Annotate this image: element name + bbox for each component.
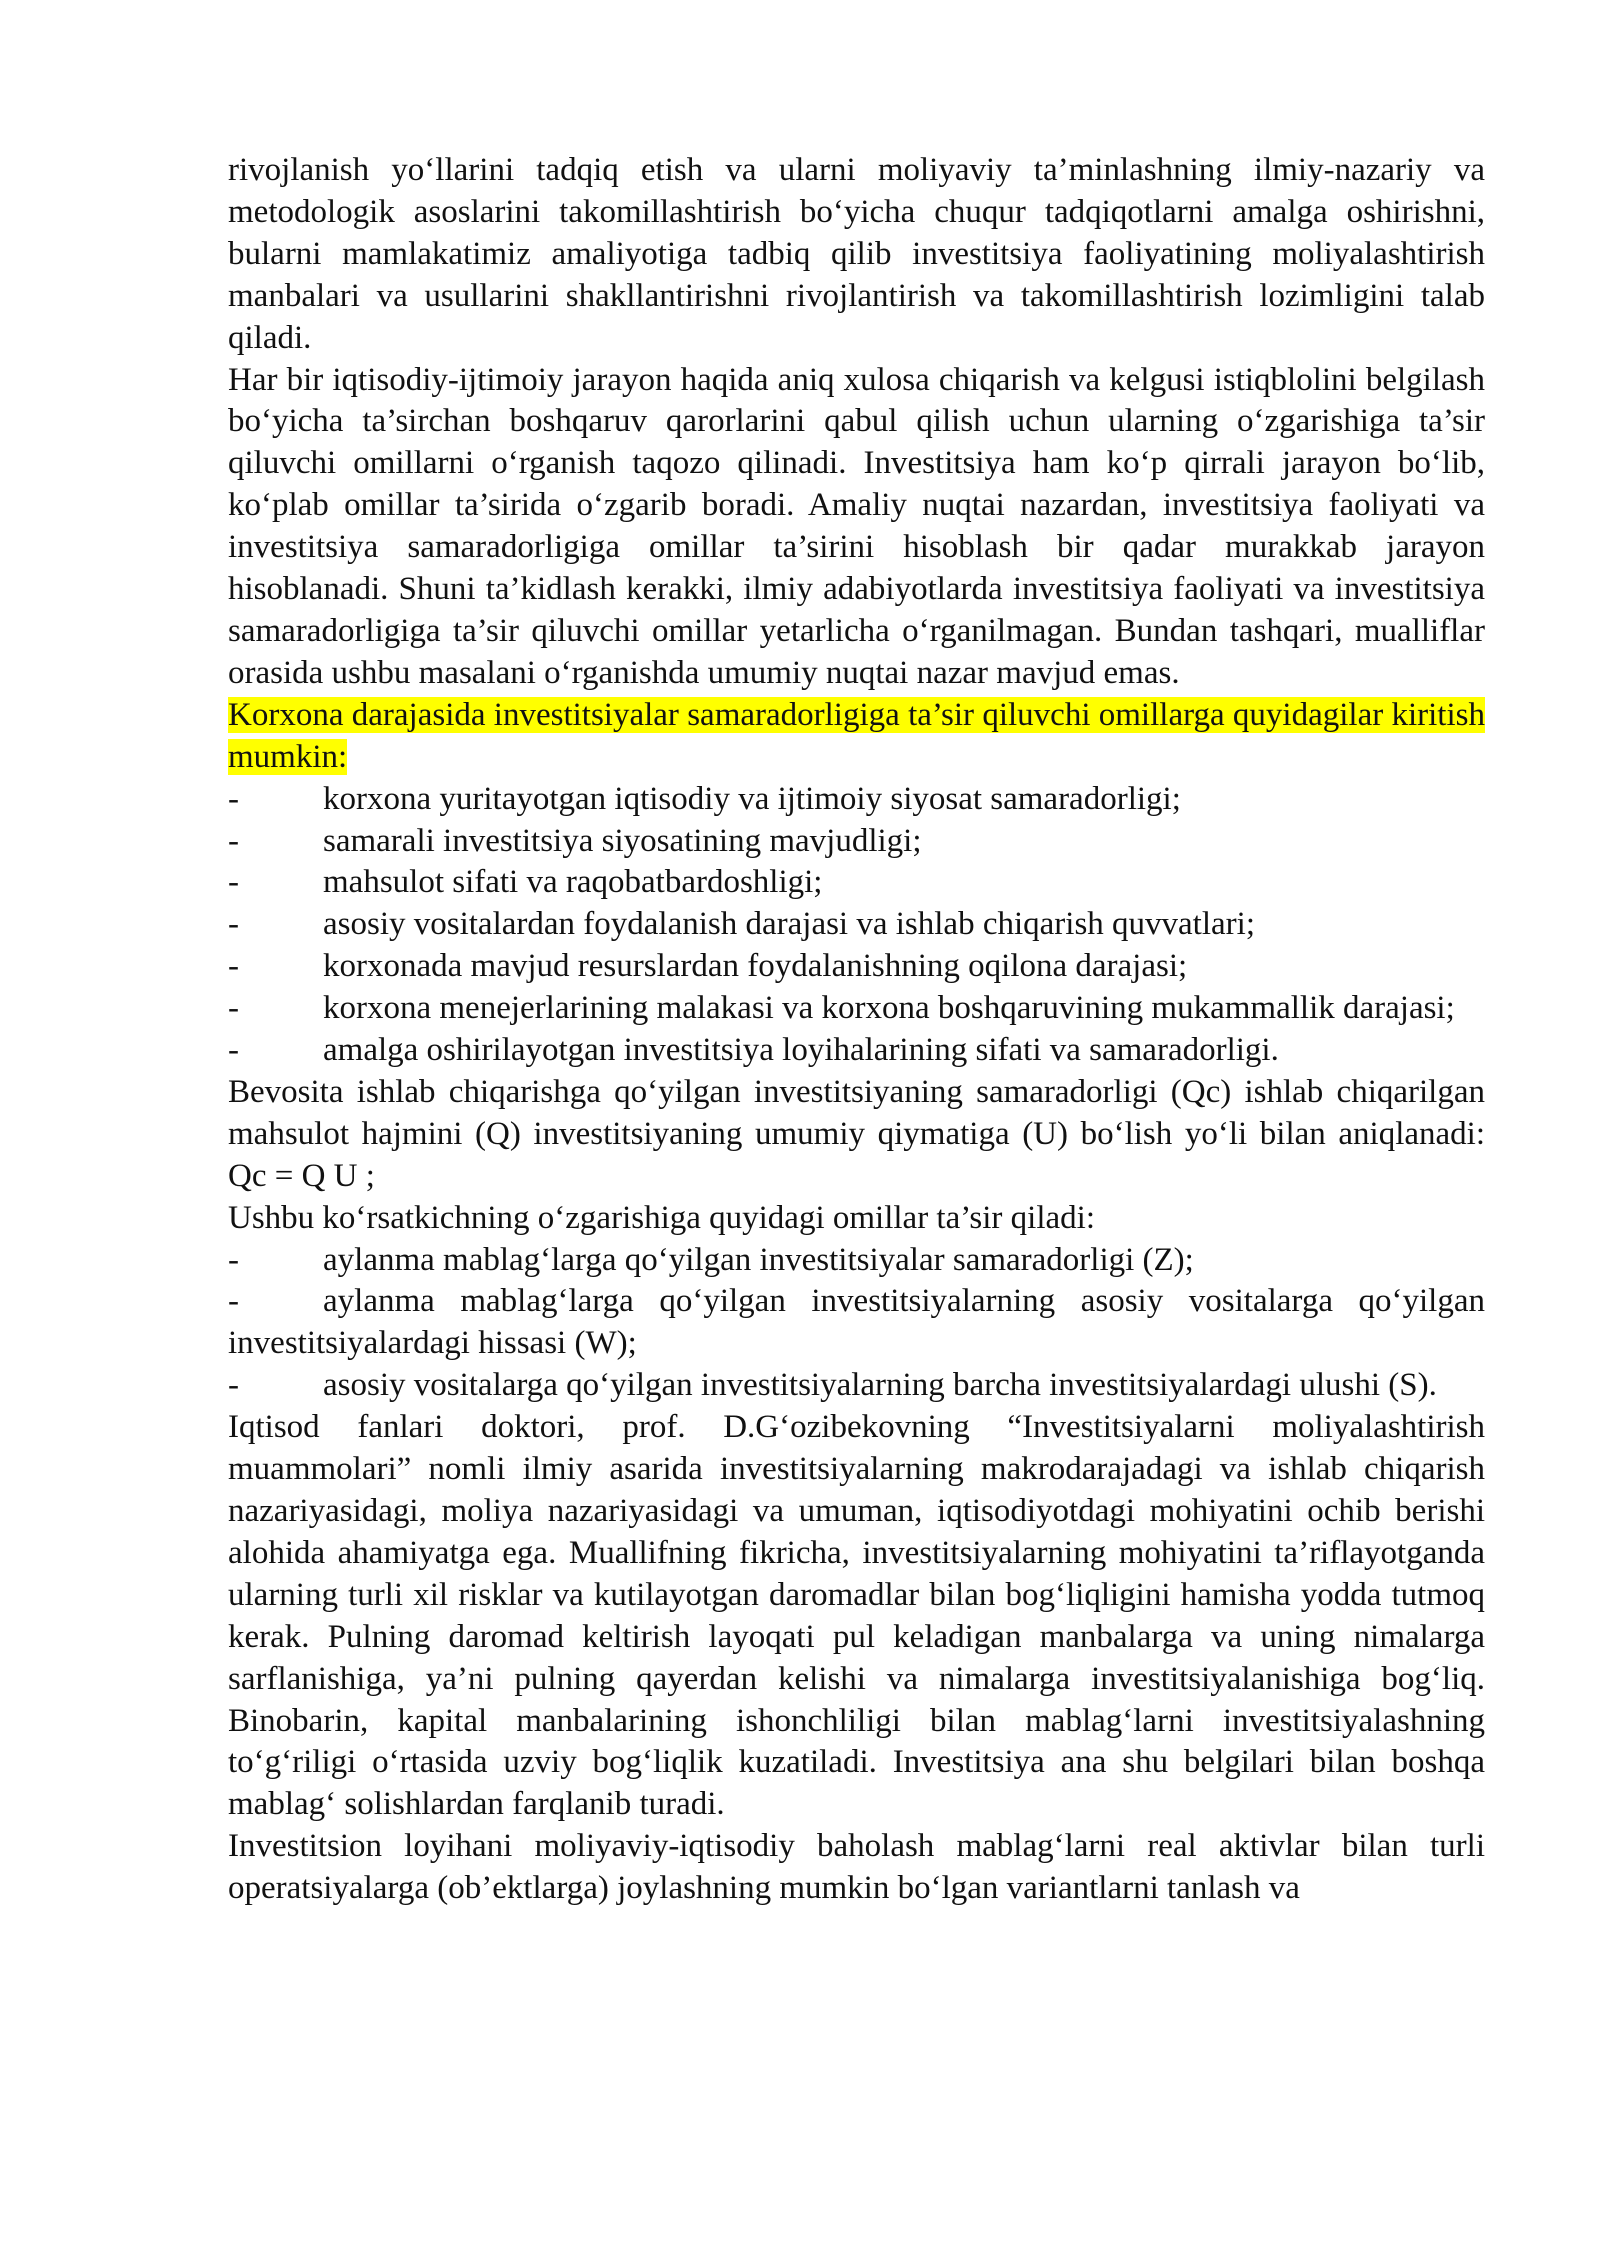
- list-item-text: mahsulot sifati va raqobatbardoshligi;: [323, 864, 823, 901]
- list-marker: -: [228, 948, 239, 985]
- list-item: [228, 904, 1485, 946]
- list-item: [228, 779, 1485, 821]
- highlighted-text: Korxona darajasida investitsiyalar samaradorligiga ta’sir qiluvchi omillarga quyidagilar kiritish mumkin:: [228, 696, 1485, 775]
- list-item: [228, 1365, 1485, 1407]
- list-item: [228, 988, 1485, 1030]
- list-item: [228, 1030, 1485, 1072]
- list-marker: -: [228, 780, 239, 817]
- list-item-text: aylanma mablag‘larga qo‘yilgan investitsiyalar samaradorligi (Z);: [323, 1241, 1194, 1278]
- paragraph-efficiency-formula: Bevosita ishlab chiqarishga qo‘yilgan investitsiyaning samaradorligi (Qc) ishlab chiqarilgan mahsulot hajmini (Q) investitsiyaning umumiy qiymatiga (U) bo‘lish yo‘li bilan aniqlanadi: Qc = Q U ;: [228, 1073, 1485, 1194]
- paragraph-factor-analysis: Har bir iqtisodiy-ijtimoiy jarayon haqida aniq xulosa chiqarish va kelgusi istiqblolini belgilash bo‘yicha ta’sirchan boshqaruv qarorlarini qabul qilish uchun ularning o‘zgarishiga ta’sir qiluvchi omillarni o‘rganish taqozo qilinadi. Investitsiya ham ko‘p qirrali jarayon bo‘lib, ko‘plab omillar ta’sirida o‘zgarib boradi. Amaliy nuqtai nazardan, investitsiya faoliyati va investitsiya samaradorligiga omillar ta’sirini hisoblash bir qadar murakkab jarayon hisoblanadi. Shuni ta’kidlash kerakki, ilmiy adabiyotlarda investitsiya faoliyati va investitsiya samaradorligiga ta’sir qiluvchi omillar yetarlicha o‘rganilmagan. Bundan tashqari, mualliflar orasida ushbu masalani o‘rganishda umumiy nuqtai nazar mavjud emas.: [228, 361, 1485, 691]
- paragraph-indicator-factors-intro: Ushbu ko‘rsatkichning o‘zgarishiga quyidagi omillar ta’sir qiladi:: [228, 1199, 1095, 1236]
- list-marker: -: [228, 990, 239, 1027]
- list-item-text: aylanma mablag‘larga qo‘yilgan investitsiyalarning asosiy vositalarga qo‘yilgan investitsiyalardagi hissasi (W);: [228, 1283, 1485, 1362]
- list-item-text: amalga oshirilayotgan investitsiya loyihalarining sifati va samaradorligi.: [323, 1032, 1279, 1069]
- list-marker: -: [228, 1241, 239, 1278]
- list-item-text: korxona yuritayotgan iqtisodiy va ijtimoiy siyosat samaradorligi;: [323, 780, 1181, 817]
- list-marker: -: [228, 1367, 239, 1404]
- list-item-text: korxona menejerlarining malakasi va korxona boshqaruvining mukammallik darajasi;: [323, 990, 1455, 1027]
- paragraph-enterprise-factors-intro: [228, 695, 1485, 779]
- list-marker: -: [228, 1032, 239, 1069]
- paragraph-gozibekov-citation: Iqtisod fanlari doktori, prof. D.G‘ozibekovning “Investitsiyalarni moliyalashtirish muammolari” nomli ilmiy asarida investitsiyalarning makrodarajadagi va ishlab chiqarish nazariyasidagi, moliya nazariyasidagi va umuman, iqtisodiyotdagi mohiyatini ochib berishi alohida ahamiyatga ega. Muallifning fikricha, investitsiyalarning mohiyatini ta’riflayotganda ularning turli xil risklar va kutilayotgan daromadlar bilan bog‘liqligini hamisha yodda tutmoq kerak. Pulning daromad keltirish layoqati pul keladigan manbalarga va uning nimalarga sarflanishiga, ya’ni pulning qayerdan kelishi va nimalarga investitsiyalanishiga bog‘liq. Binobarin, kapital manbalarining ishonchliligi bilan mablag‘larni investitsiyalashning to‘g‘riligi o‘rtasida uzviy bog‘liqlik kuzatiladi. Investitsiya ana shu belgilari bilan boshqa mablag‘ solishlardan farqlanib turadi.: [228, 1409, 1485, 1823]
- list-item-text: asosiy vositalarga qo‘yilgan investitsiyalarning barcha investitsiyalardagi ulushi (S).: [323, 1367, 1437, 1404]
- list-item: [228, 821, 1485, 863]
- list-marker: -: [228, 864, 239, 901]
- indicator-factors-list: [228, 1240, 1485, 1408]
- enterprise-factors-list: [228, 779, 1485, 1072]
- list-item-text: asosiy vositalardan foydalanish darajasi va ishlab chiqarish quvvatlari;: [323, 906, 1255, 943]
- paragraph-research-directions: rivojlanish yo‘llarini tadqiq etish va ularni moliyaviy ta’minlashning ilmiy-nazariy va metodologik asoslarini takomillashtirish bo‘yicha chuqur tadqiqotlarni amalga oshirishni, bularni mamlakatimiz amaliyotiga tadbiq qilib investitsiya faoliyatining moliyalashtirish manbalari va usullarini shakllantirishni rivojlantirish va takomillashtirish lozimligini talab qiladi.: [228, 152, 1485, 356]
- list-item: [228, 946, 1485, 988]
- document-page: [228, 150, 1485, 1910]
- list-item: [228, 1240, 1485, 1282]
- list-item-text: korxonada mavjud resurslardan foydalanishning oqilona darajasi;: [323, 948, 1188, 985]
- list-marker: -: [228, 906, 239, 943]
- list-marker: -: [228, 1283, 239, 1320]
- list-item: [228, 862, 1485, 904]
- list-marker: -: [228, 822, 239, 859]
- list-item: [228, 1281, 1485, 1365]
- paragraph-project-evaluation: Investitsion loyihani moliyaviy-iqtisodiy baholash mablag‘larni real aktivlar bilan turli operatsiyalarga (ob’ektlarga) joylashning mumkin bo‘lgan variantlarni tanlash va: [228, 1828, 1485, 1907]
- list-item-text: samarali investitsiya siyosatining mavjudligi;: [323, 822, 922, 859]
